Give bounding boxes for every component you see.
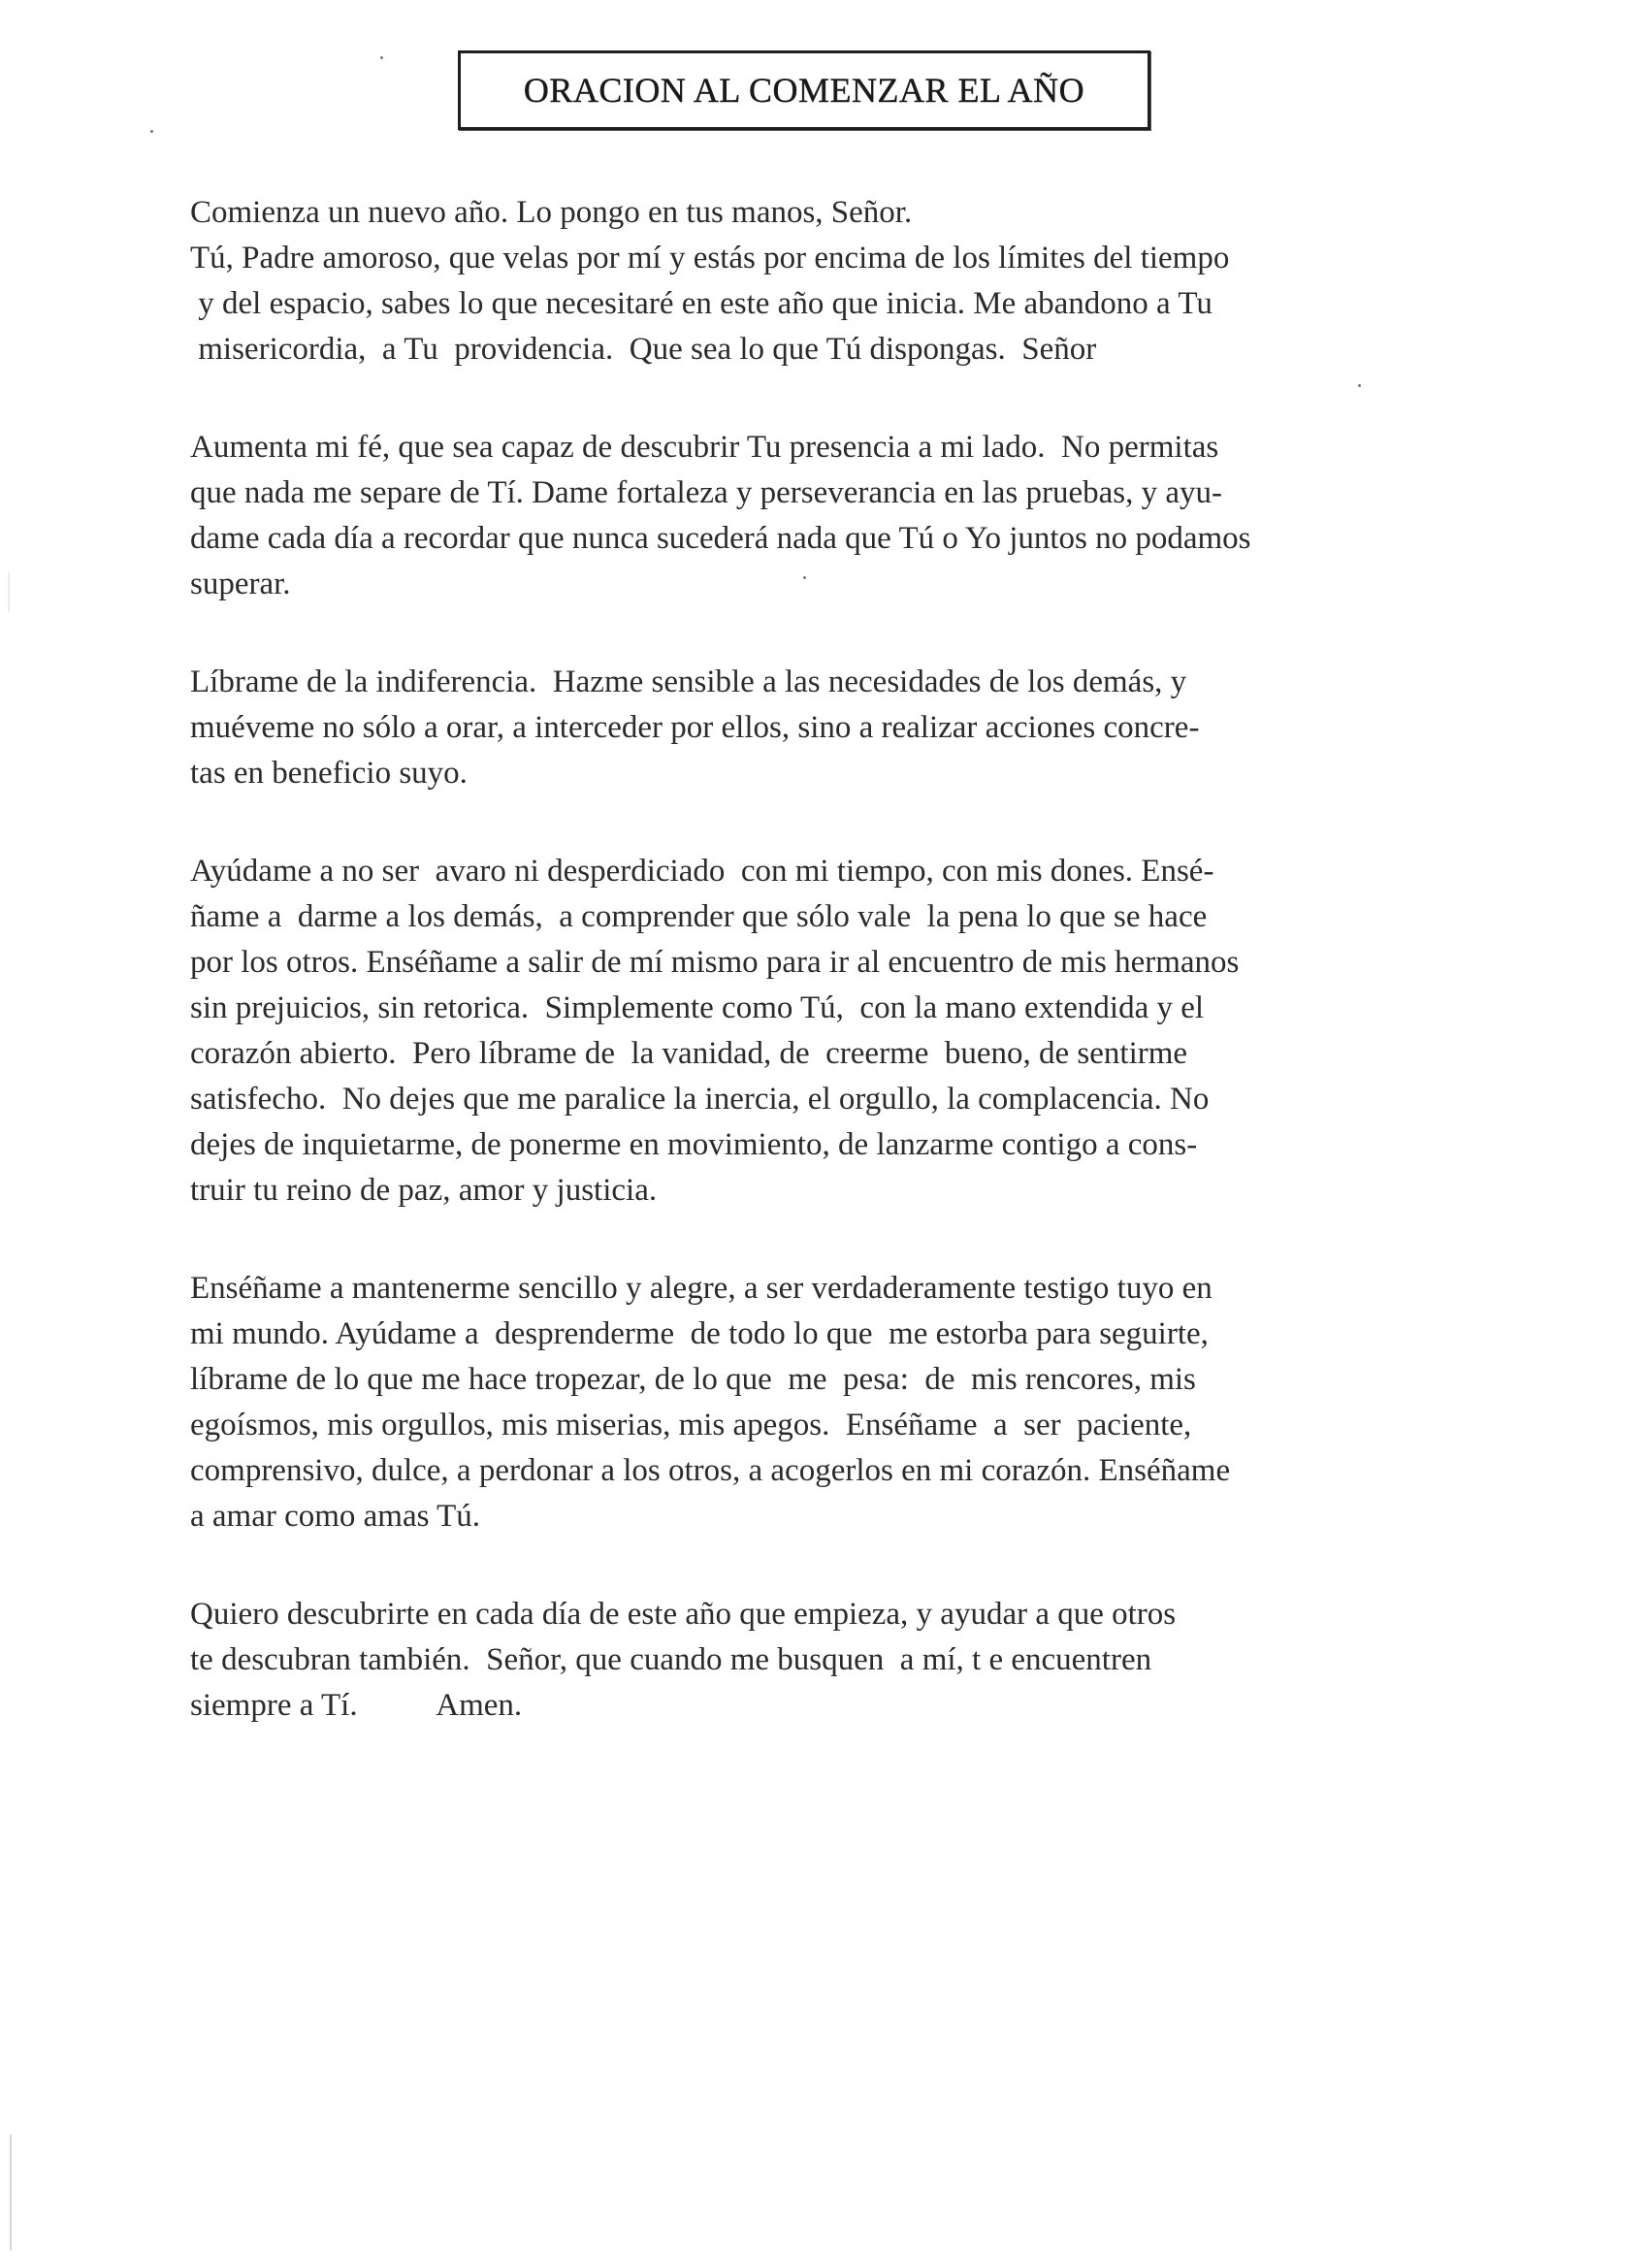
text-line: dame cada día a recordar que nunca sucederá nada que Tú o Yo juntos no podamos — [190, 521, 1251, 556]
text-line: Comienza un nuevo año. Lo pongo en tus manos, Señor. — [190, 195, 913, 230]
paragraph — [190, 1266, 1451, 1539]
text-line: satisfecho. No dejes que me paralice la inercia, el orgullo, la complacencia. No — [190, 1082, 1210, 1117]
text-line: sin prejuicios, sin retorica. Simplemente como Tú, con la mano extendida y el — [190, 990, 1205, 1025]
text-line: egoísmos, mis orgullos, mis miserias, mis apegos. Enséñame a ser paciente, — [190, 1408, 1192, 1442]
text-line: a amar como amas Tú. — [190, 1499, 481, 1534]
paragraph — [190, 190, 1451, 373]
text-line: por los otros. Enséñame a salir de mí mismo para ir al encuentro de mis hermanos — [190, 945, 1240, 980]
text-line: misericordia, a Tu providencia. Que sea lo que Tú dispongas. Señor — [190, 332, 1097, 367]
text-line: que nada me separe de Tí. Dame fortaleza y perseverancia en las pruebas, y ayu- — [190, 475, 1223, 510]
text-line: muéveme no sólo a orar, a interceder por ellos, sino a realizar acciones concre- — [190, 710, 1200, 745]
prayer-body — [190, 190, 1451, 1781]
text-line: líbrame de lo que me hace tropezar, de lo que me pesa: de mis rencores, mis — [190, 1362, 1196, 1397]
text-line: Líbrame de la indiferencia. Hazme sensible a las necesidades de los demás, y — [190, 664, 1187, 699]
paragraph — [190, 849, 1451, 1214]
text-line: ñame a darme a los demás, a comprender que sólo vale la pena lo que se hace — [190, 899, 1208, 934]
paragraph — [190, 1592, 1451, 1729]
text-line: y del espacio, sabes lo que necesitaré en este año que inicia. Me abandono a Tu — [190, 286, 1212, 321]
text-line: mi mundo. Ayúdame a desprenderme de todo lo que me estorba para seguirte, — [190, 1316, 1209, 1351]
text-line: superar. — [190, 567, 291, 601]
title-box — [458, 50, 1150, 130]
text-line: Aumenta mi fé, que sea capaz de descubrir Tu presencia a mi lado. No permitas — [190, 430, 1219, 465]
scan-speck — [1358, 384, 1361, 387]
scan-speck — [380, 56, 383, 59]
text-line: Quiero descubrirte en cada día de este año que empieza, y ayudar a que otros — [190, 1597, 1177, 1632]
text-line: corazón abierto. Pero líbrame de la vanidad, de creerme bueno, de sentirme — [190, 1036, 1188, 1071]
scan-speck — [150, 130, 153, 133]
paragraph — [190, 425, 1451, 607]
text-line: dejes de inquietarme, de ponerme en movimiento, de lanzarme contigo a cons- — [190, 1127, 1198, 1162]
page-title: ORACION AL COMENZAR EL AÑO — [523, 71, 1085, 110]
text-line: comprensivo, dulce, a perdonar a los otros, a acogerlos en mi corazón. Enséñame — [190, 1453, 1231, 1488]
paragraph — [190, 660, 1451, 796]
text-line: te descubran también. Señor, que cuando me busquen a mí, t e encuentren — [190, 1642, 1152, 1677]
text-line: Ayúdame a no ser avaro ni desperdiciado con mi tiempo, con mis dones. Ensé- — [190, 854, 1214, 889]
text-line: tas en beneficio suyo. — [190, 756, 468, 791]
scan-speck — [803, 576, 806, 579]
text-line: Enséñame a mantenerme sencillo y alegre, a ser verdaderamente testigo tuyo en — [190, 1271, 1212, 1306]
text-line: siempre a Tí. Amen. — [190, 1688, 523, 1723]
scan-edge-mark — [10, 2134, 12, 2251]
text-line: truir tu reino de paz, amor y justicia. — [190, 1173, 658, 1208]
scan-edge-mark — [8, 572, 10, 611]
text-line: Tú, Padre amoroso, que velas por mí y estás por encima de los límites del tiempo — [190, 241, 1230, 275]
